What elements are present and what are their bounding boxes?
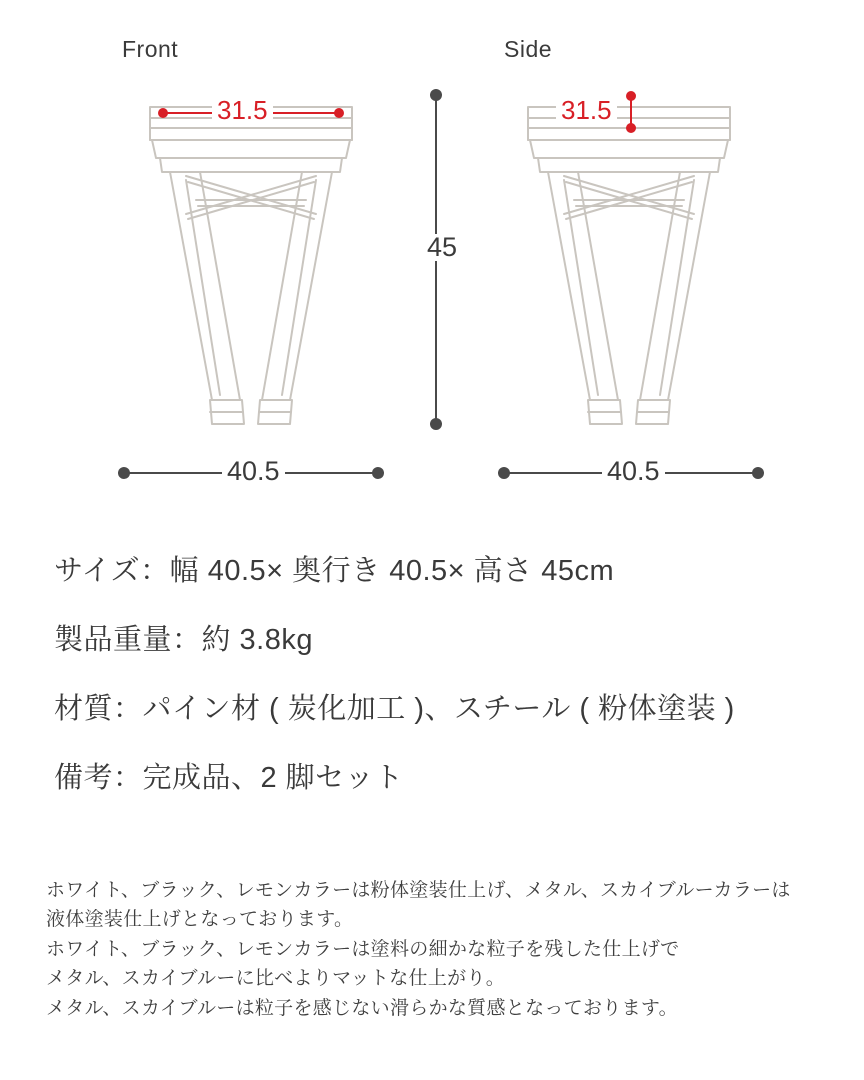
view-label-front: Front bbox=[122, 36, 179, 62]
view-label-side: Side bbox=[504, 36, 553, 62]
dimension-diagram bbox=[0, 0, 864, 520]
spec-material: 材質：パイン材 ( 炭化加工 )、スチール ( 粉体塗装 ) bbox=[54, 693, 735, 726]
dimension-height: 45 bbox=[422, 234, 462, 261]
dimension-side-seat-depth: 31.5 bbox=[556, 97, 617, 123]
spec-remarks: 備考：完成品、2 脚セット bbox=[54, 762, 404, 795]
spec-weight: 製品重量：約 3.8kg bbox=[54, 624, 313, 657]
note-line: ホワイト、ブラック、レモンカラーは塗料の細かな粒子を残した仕上げで bbox=[46, 938, 680, 960]
note-line: メタル、スカイブルーは粒子を感じない滑らかな質感となっております。 bbox=[46, 997, 678, 1019]
spec-size: サイズ：幅 40.5× 奥行き 40.5× 高さ 45cm bbox=[54, 555, 615, 587]
dimension-front-seat-width: 31.5 bbox=[212, 97, 273, 123]
notes-block bbox=[46, 876, 836, 1023]
note-line: 液体塗装仕上げとなっております。 bbox=[46, 909, 354, 931]
dimension-front-base-width: 40.5 bbox=[222, 458, 285, 485]
note-line: メタル、スカイブルーに比べよりマットな仕上がり。 bbox=[46, 968, 506, 990]
dimension-side-base-depth: 40.5 bbox=[602, 458, 665, 485]
note-line: ホワイト、ブラック、レモンカラーは粉体塗装仕上げ、メタル、スカイブルーカラーは bbox=[46, 880, 791, 901]
spec-list bbox=[54, 552, 834, 829]
